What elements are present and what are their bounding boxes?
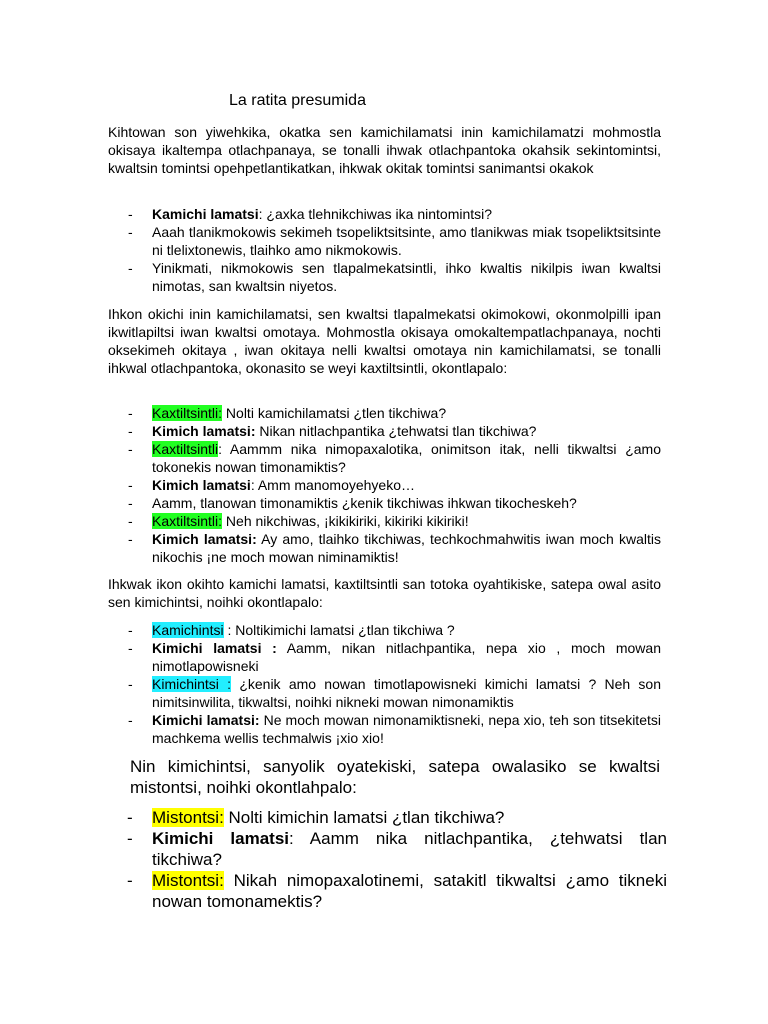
- line-text: Ne moch mowan nimonamiktisneki, nepa xio, teh son titsekitetsi machkema wellis techmalwis ¡xio xio!: [152, 712, 661, 746]
- line-text: : Aammm nika nimopaxalotika, onimitson itak, nelli tikwaltsi ¿amo tokonekis nowan timonamiktis?: [152, 441, 661, 475]
- speaker-label: Kaxtiltsintli:: [152, 405, 223, 421]
- list-item: [128, 639, 661, 675]
- speaker-label: Mistontsi:: [152, 808, 224, 827]
- list-item: [127, 807, 667, 828]
- list-item: [128, 440, 661, 476]
- speaker-label: Kamichi lamatsi: [152, 206, 259, 222]
- line-text: Nolti kimichin lamatsi ¿tlan tikchiwa?: [223, 808, 505, 827]
- speaker-label: Kimichi lamatsi:: [152, 712, 260, 728]
- paragraph-4: Nin kimichintsi, sanyolik oyatekiski, satepa owalasiko se kwaltsi mistontsi, noihki okontlahpalo:: [130, 757, 660, 797]
- paragraph-3: Ihkwak ikon okihto kamichi lamatsi, kaxtiltsintli san totoka oyahtikiske, satepa owal asito sen kimichintsi, noihki okontlapalo:: [108, 576, 661, 610]
- speaker-label: Kaxtiltsintli:: [152, 513, 223, 529]
- line-text: : Aamm nika nitlachpantika, ¿tehwatsi tlan tikchiwa?: [152, 829, 667, 869]
- line-text: : Amm manomoyehyeko…: [250, 477, 415, 493]
- speaker-label: Kaxtiltsintli: [152, 441, 219, 457]
- line-text: ¿kenik amo nowan timotlapowisneki kimichi lamatsi ? Neh son nimitsinwilita, tikwaltsi, noihki nikneki mowan nimonamiktis: [152, 676, 662, 710]
- list-item: [128, 223, 661, 259]
- list-item: [128, 422, 661, 440]
- dialogue-list-4: [127, 807, 667, 912]
- speaker-label: Kimich lamatsi: [152, 477, 251, 493]
- dialogue-list-3: [128, 621, 661, 747]
- line-text: Neh nikchiwas, ¡kikikiriki, kikiriki kikiriki!: [222, 513, 469, 529]
- list-item: [127, 828, 667, 870]
- speaker-label: Kimichi lamatsi: [152, 829, 289, 848]
- line-text: : ¿axka tlehnikchiwas ika nintomintsi?: [258, 206, 493, 222]
- list-item: [128, 621, 661, 639]
- list-item: [128, 494, 661, 512]
- list-item: [128, 205, 661, 223]
- list-item: [127, 870, 667, 912]
- document-title: La ratita presumida: [229, 92, 366, 109]
- speaker-label: Kimichi lamatsi :: [152, 640, 277, 656]
- list-item: [128, 476, 661, 494]
- dialogue-list-2: [128, 404, 661, 566]
- paragraph-2: Ihkon okichi inin kamichilamatsi, sen kwaltsi tlapalmekatsi okimokowi, okonmolpilli ipan ikwitlapiltsi iwan kwaltsi omotaya. Mohmostla okisaya omokaltempatlachpanaya, nochti oksekimeh okitaya , iwan okitaya nelli kwaltsi omotaya nin kamichilamatsi, se tonalli ihkwal otlachpantoka, okonasito se weyi kaxtiltsintli, okontlapalo:: [108, 306, 661, 376]
- line-text: Nolti kamichilamatsi ¿tlen tikchiwa?: [222, 405, 447, 421]
- speaker-label: Kimichintsi :: [152, 676, 232, 692]
- line-text: Nikan nitlachpantika ¿tehwatsi tlan tikchiwa?: [255, 423, 537, 439]
- line-text: Ay amo, tlaihko tikchiwas, techkochmahwitis iwan moch kwaltis nikochis ¡ne moch mowan niminamiktis!: [152, 531, 661, 565]
- line-text: : Noltikimichi lamatsi ¿tlan tikchiwa ?: [223, 622, 455, 638]
- line-text: Aamm, tlanowan timonamiktis ¿kenik tikchiwas ihkwan tikocheskeh?: [152, 495, 577, 511]
- list-item: [128, 530, 661, 566]
- dialogue-list-1: [128, 205, 661, 295]
- speaker-label: Kamichintsi: [152, 622, 224, 638]
- list-item: [128, 259, 661, 295]
- line-text: Nikah nimopaxalotinemi, satakitl tikwaltsi ¿amo tikneki nowan tomonamektis?: [152, 871, 667, 911]
- list-item: [128, 675, 661, 711]
- line-text: Aamm, nikan nitlachpantika, nepa xio , moch mowan nimotlapowisneki: [152, 640, 661, 674]
- intro-paragraph: Kihtowan son yiwehkika, okatka sen kamichilamatsi inin kamichilamatzi mohmostla okisaya ikaltempa otlachpanaya, se tonalli ihwak otlachpantoka okahsik sekintomintsi, kwaltsin tomintsi opehpetlantikatkan, ihkwak okitak tomintsi sanimantsi okakok: [108, 124, 661, 176]
- line-text: Yinikmati, nikmokowis sen tlapalmekatsintli, ihko kwaltis nikilpis iwan kwaltsi nimotas, san kwaltsin niyetos.: [152, 260, 661, 294]
- line-text: Aaah tlanikmokowis sekimeh tsopeliktsitsinte, amo tlanikwas miak tsopeliktsitsinte ni tlelixtonewis, tlaihko amo nikmokowis.: [152, 224, 661, 258]
- list-item: [128, 512, 661, 530]
- speaker-label: Kimich lamatsi:: [152, 423, 256, 439]
- list-item: [128, 404, 661, 422]
- speaker-label: Mistontsi:: [152, 871, 224, 890]
- list-item: [128, 711, 661, 747]
- speaker-label: Kimich lamatsi:: [152, 531, 257, 547]
